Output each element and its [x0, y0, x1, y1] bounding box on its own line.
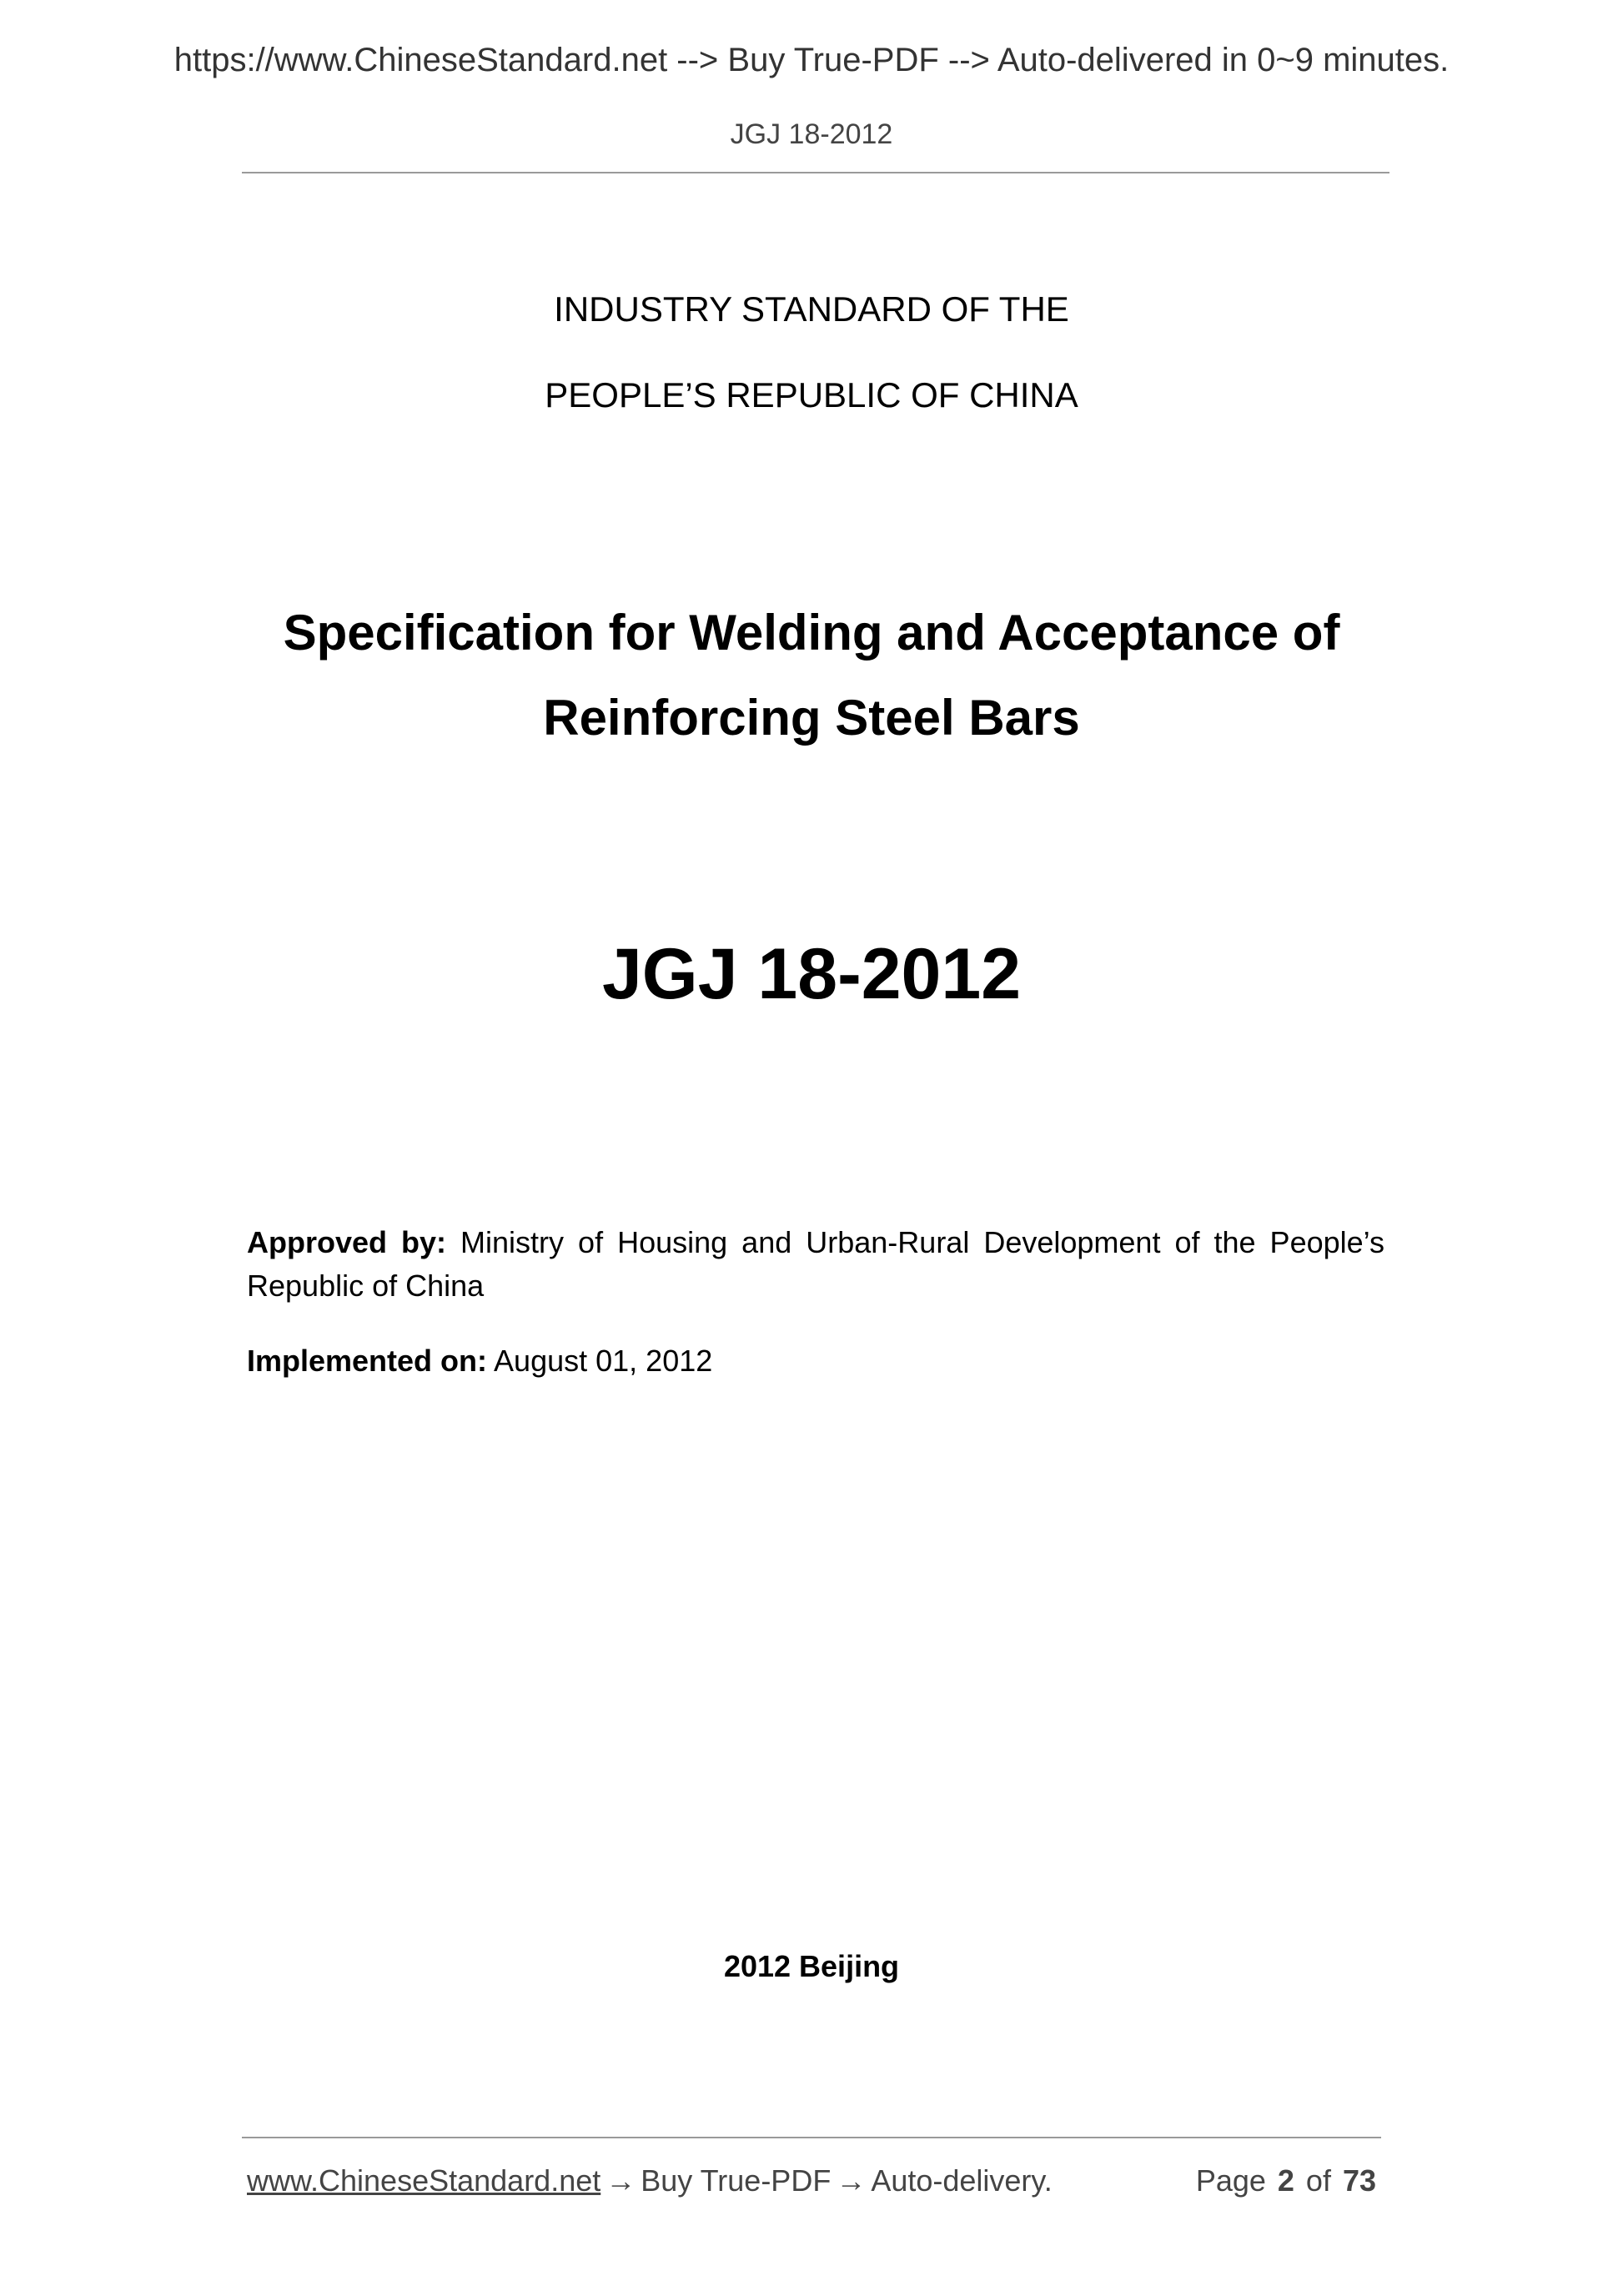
page-label: Page — [1195, 2163, 1266, 2198]
approved-by-value: Ministry of Housing and Urban-Rural Development of the People’s Republic of China — [247, 1225, 1384, 1303]
running-header-code: JGJ 18-2012 — [730, 118, 893, 150]
footer-divider — [242, 2137, 1381, 2138]
header-divider — [242, 172, 1389, 173]
page-total: 73 — [1342, 2163, 1376, 2198]
page-current: 2 — [1277, 2163, 1294, 2198]
approved-by-label: Approved by: — [247, 1225, 447, 1259]
industry-standard-line-2: PEOPLE’S REPUBLIC OF CHINA — [545, 375, 1078, 414]
implemented-on — [247, 1339, 1384, 1383]
standard-code: JGJ 18-2012 — [601, 934, 1022, 1014]
page-number — [1196, 2163, 1376, 2199]
of-label: of — [1305, 2163, 1331, 2198]
approved-by — [247, 1221, 1384, 1308]
top-banner[interactable] — [0, 43, 1623, 77]
footer-buy-text: Buy True-PDF — [641, 2163, 832, 2198]
document-title-line-2: Reinforcing Steel Bars — [543, 690, 1080, 746]
footer-site-link[interactable]: www.ChineseStandard.net — [247, 2163, 601, 2198]
footer-promo — [247, 2163, 1053, 2199]
arrow-right-icon: → — [605, 2163, 636, 2198]
document-title-line-1: Specification for Welding and Acceptance of — [283, 605, 1340, 661]
footer-delivery-text: Auto-delivery. — [871, 2163, 1053, 2198]
arrow-right-icon: → — [836, 2163, 867, 2198]
banner-link[interactable]: https://www.ChineseStandard.net --> Buy True-PDF --> Auto-delivered in 0~9 minutes. — [173, 42, 1450, 78]
implemented-on-value: August 01, 2012 — [494, 1344, 713, 1378]
implemented-on-label: Implemented on: — [247, 1344, 488, 1378]
page-footer — [247, 2163, 1381, 2199]
industry-standard-line-1: INDUSTRY STANDARD OF THE — [554, 289, 1069, 329]
publication-place-year: 2012 Beijing — [723, 1949, 900, 1983]
